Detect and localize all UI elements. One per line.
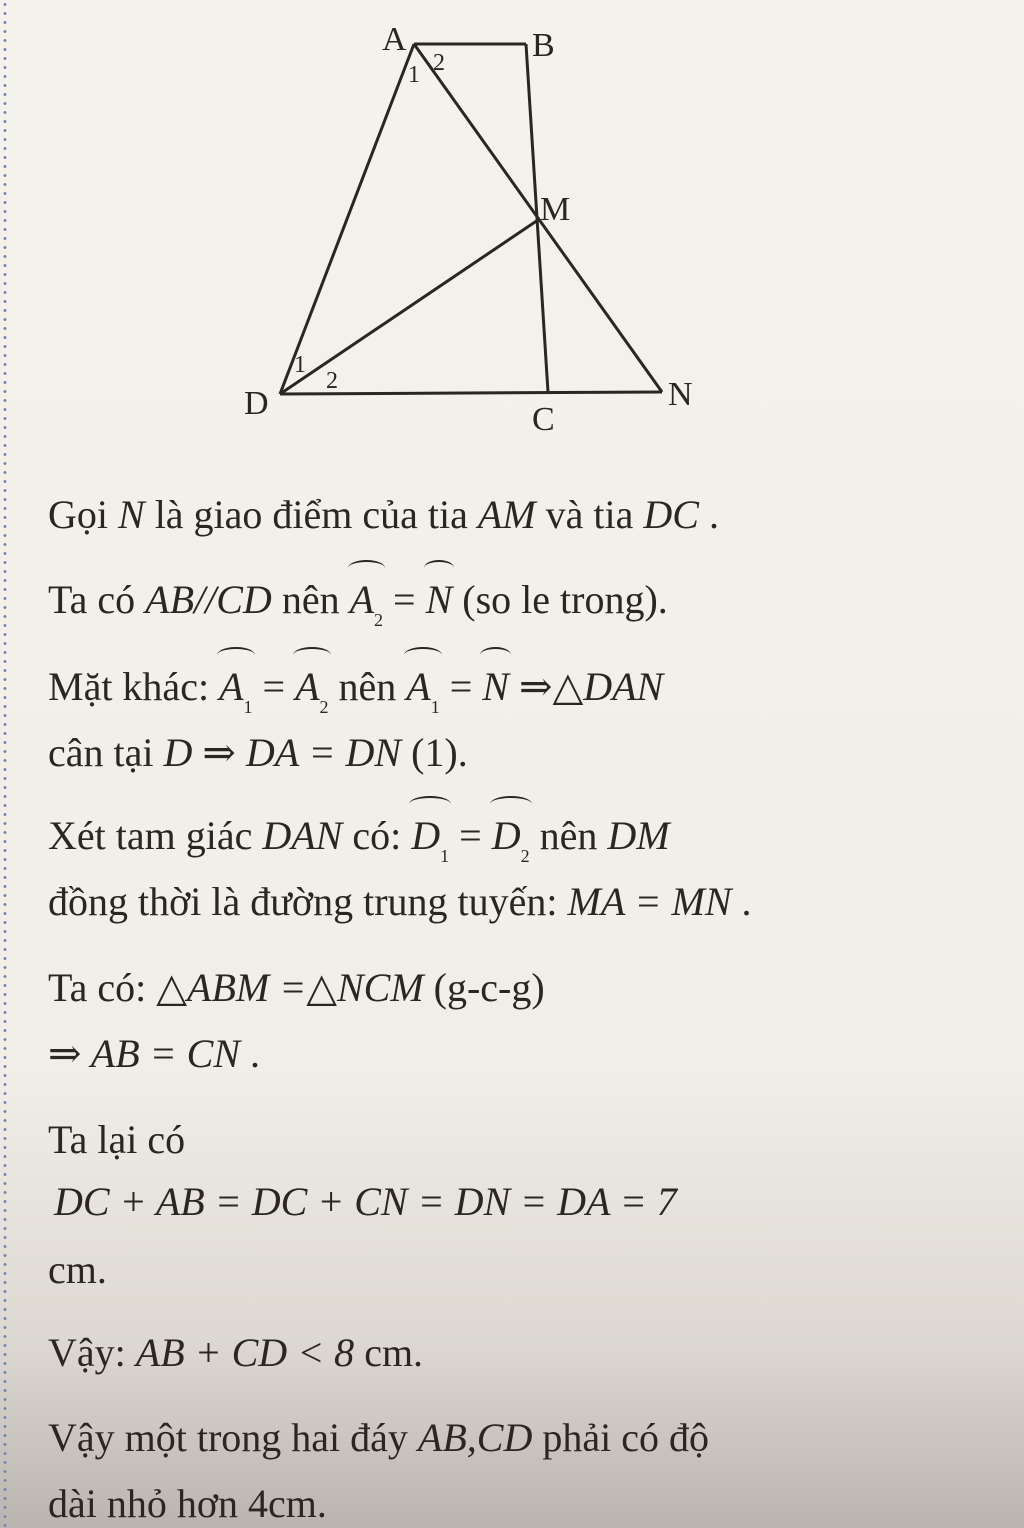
angle-mark-D1: 1 <box>294 352 306 378</box>
text-line-6: đồng thời là đường trung tuyến: MA = MN . <box>48 879 752 924</box>
angle-A1: $A_1$ <box>219 667 252 712</box>
angle-mark-A1: 1 <box>408 62 420 88</box>
segment-AD <box>280 44 414 394</box>
angle-D1: $D_1$ <box>411 816 449 861</box>
label-C: C <box>532 401 555 438</box>
angle-A2: $A_2$ <box>295 667 328 712</box>
text-line-2: Ta có AB//CD nên $A_2$ = N (so le trong). <box>48 580 668 625</box>
trapezoid-figure <box>0 0 1024 470</box>
text-line-9: Ta lại có <box>48 1117 186 1162</box>
angle-A1: $A_1$ <box>406 667 439 712</box>
angle-N: N <box>426 580 453 620</box>
segment-DM <box>280 220 538 394</box>
label-B: B <box>532 27 555 64</box>
angle-mark-D2: 2 <box>326 368 338 394</box>
label-M: M <box>540 191 571 228</box>
text-line-11: cm. <box>48 1247 107 1292</box>
text-line-3: Mặt khác: $A_1$ = $A_2$ nên $A_1$ = N ⇒△DAN <box>48 667 663 712</box>
angle-A2: $A_2$ <box>350 580 383 625</box>
angle-N: N <box>482 667 509 707</box>
angle-D2: $D_2$ <box>492 816 530 861</box>
text-line-10: DC + AB = DC + CN = DN = DA = 7 <box>54 1179 677 1224</box>
text-line-7: Ta có: △ABM =△NCM (g-c-g) <box>48 965 545 1010</box>
label-A: A <box>382 21 407 58</box>
text-line-14: dài nhỏ hơn 4cm. <box>48 1481 327 1526</box>
label-N: N <box>668 376 693 413</box>
segment-AN <box>414 44 662 392</box>
text-line-5: Xét tam giác DAN có: $D_1$ = $D_2$ nên DM <box>48 816 670 861</box>
text-line-12: Vậy: AB + CD < 8 cm. <box>48 1330 424 1375</box>
text-line-4: cân tại D ⇒ DA = DN (1). <box>48 730 468 775</box>
text-line-13: Vậy một trong hai đáy AB,CD phải có độ <box>48 1415 709 1460</box>
text-line-8: ⇒ AB = CN . <box>48 1031 261 1076</box>
label-D: D <box>244 385 269 422</box>
text-line-1: Gọi N là giao điểm của tia AM và tia DC . <box>48 492 719 537</box>
angle-mark-A2: 2 <box>433 50 445 76</box>
